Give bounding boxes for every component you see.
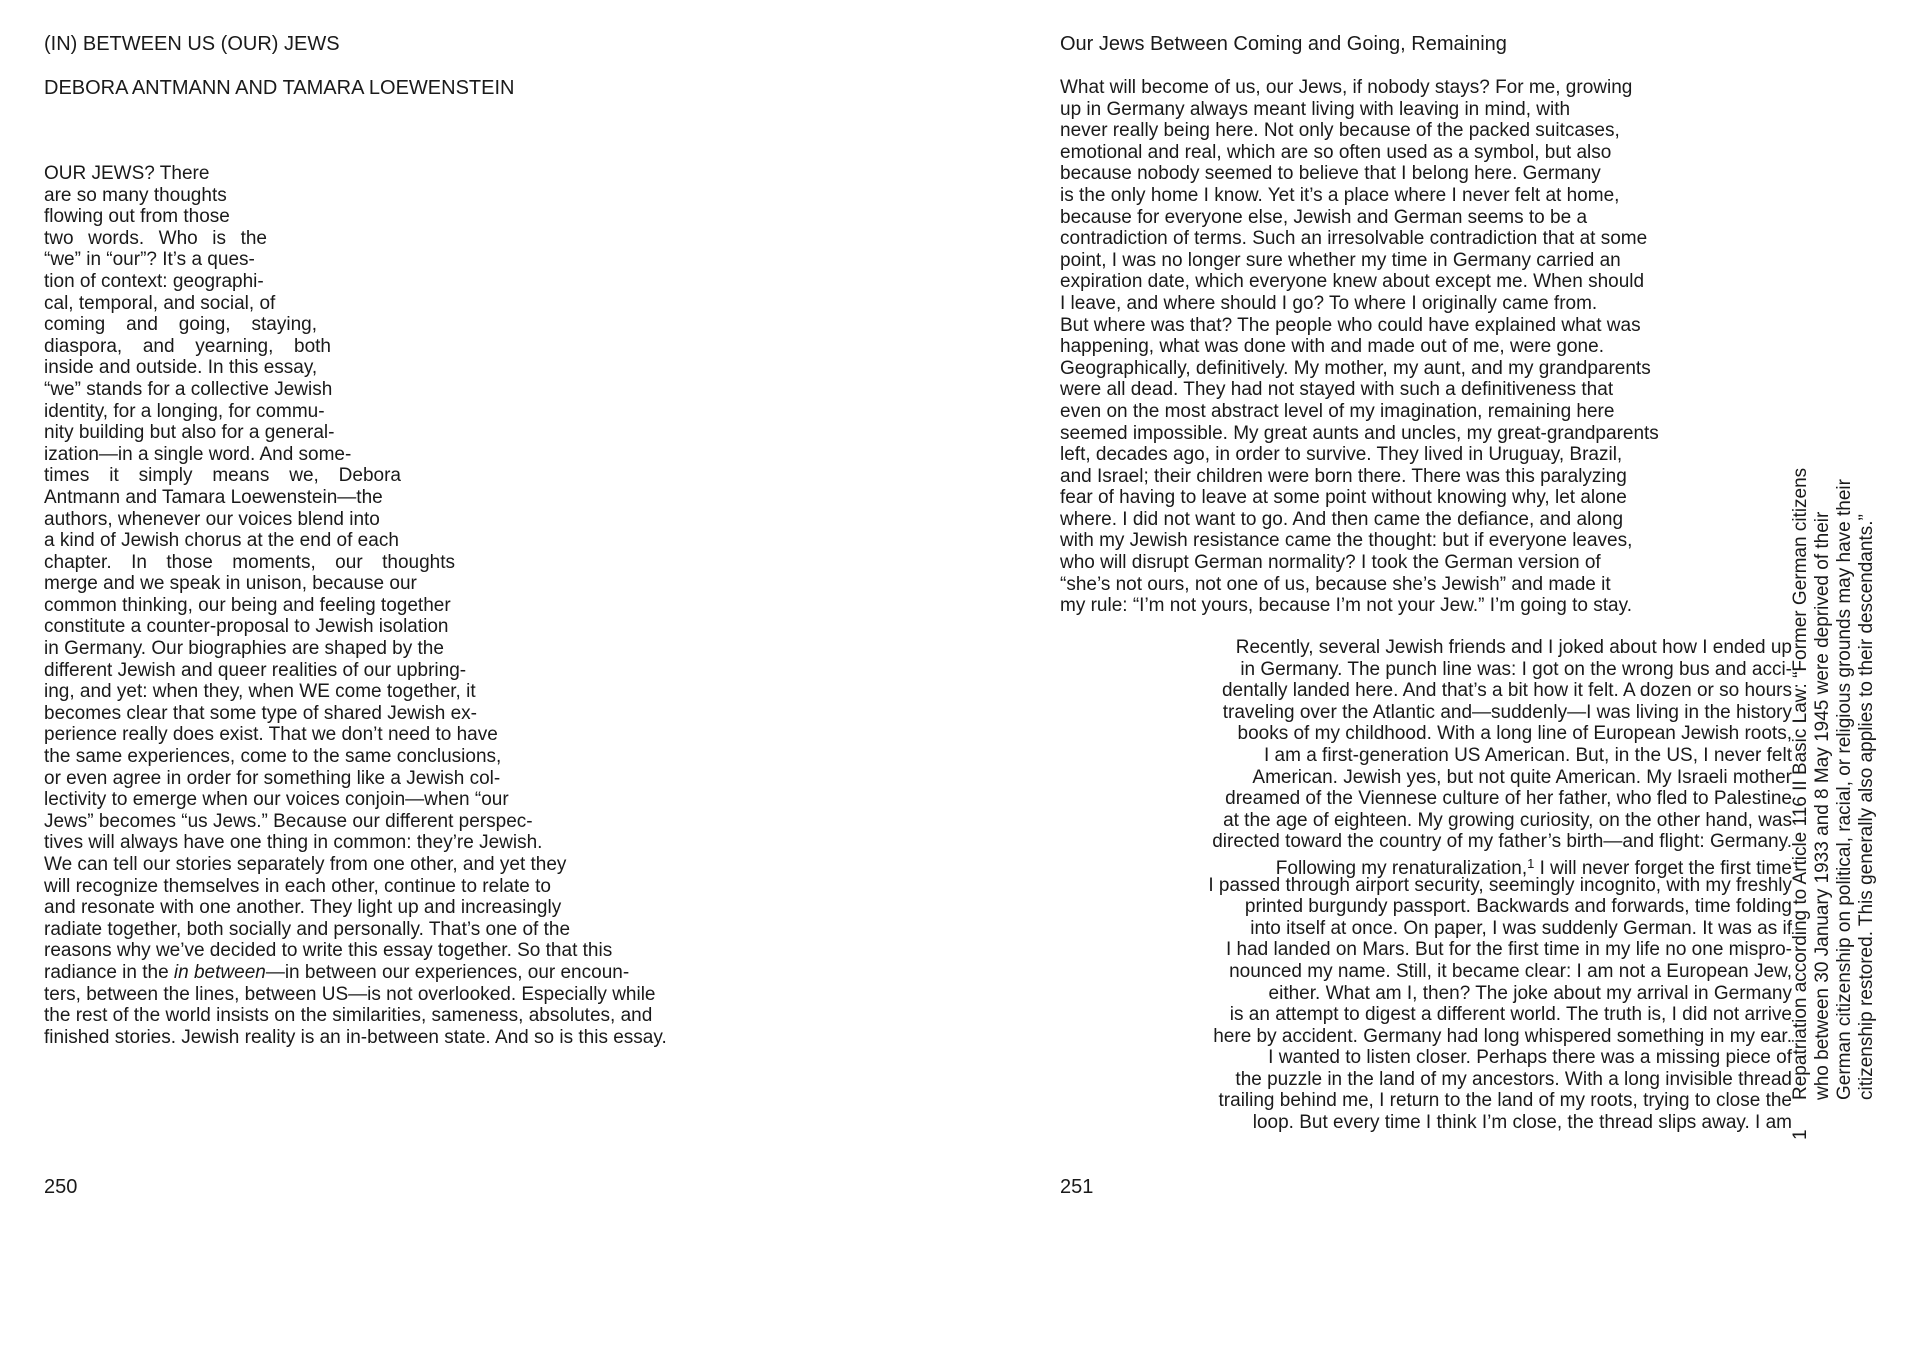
text-line: lectivity to emerge when our voices conjoin—when “our [44, 789, 509, 811]
text-line [44, 962, 724, 984]
text-line: is the only home I know. Yet it’s a place where I never felt at home, [1060, 184, 1620, 206]
text-line: Antmann and Tamara Loewenstein—the [44, 486, 383, 508]
paragraph-arrival [1060, 637, 1792, 1134]
paragraph-staying [1060, 77, 1713, 617]
text-line: will recognize themselves in each other, continue to relate to [44, 875, 551, 897]
text-line: the same experiences, come to the same conclusions, [44, 746, 502, 768]
text-line: into itself at once. On paper, I was suddenly German. It was as if [1250, 917, 1792, 939]
text-line: in Germany. Our biographies are shaped by the [44, 638, 444, 660]
essay-intro [44, 163, 724, 1048]
text-line: expiration date, which everyone knew about except me. When should [1060, 271, 1645, 293]
text-line: a kind of Jewish chorus at the end of each [44, 530, 399, 552]
text-line: and Israel; their children were born there. There was this paralyzing [1060, 465, 1627, 487]
text-line: inside and outside. In this essay, [44, 357, 318, 379]
text-line: identity, for a longing, for commu- [44, 400, 325, 422]
text-line: Jews” becomes “us Jews.” Because our different perspec- [44, 810, 533, 832]
text-line: I leave, and where should I go? To where I originally came from. [1060, 292, 1598, 314]
text-line: at the age of eighteen. My growing curiosity, on the other hand, was [1223, 809, 1792, 831]
footnote-text [1790, 380, 1878, 1100]
text-line: ing, and yet: when they, when WE come together, it [44, 681, 476, 703]
text-line: authors, whenever our voices blend into [44, 508, 380, 530]
text-line: seemed impossible. My great aunts and uncles, my great-grandparents [1060, 422, 1659, 444]
footnote-reference[interactable]: 1 [1527, 855, 1535, 871]
text-line: We can tell our stories separately from one other, and yet they [44, 854, 567, 875]
text-line: books of my childhood. With a long line of European Jewish roots, [1237, 723, 1792, 745]
text-line: is an attempt to digest a different world. The truth is, I did not arrive [1229, 1004, 1792, 1026]
authors: DEBORA ANTMANN AND TAMARA LOEWENSTEIN [44, 77, 515, 99]
text-line: point, I was no longer sure whether my time in Germany carried an [1060, 249, 1621, 271]
page-number-right: 251 [1060, 1176, 1094, 1198]
text-line: two words. Who is the [44, 227, 267, 249]
text-line: different Jewish and queer realities of our upbring- [44, 659, 467, 681]
text-fragment: Following my renaturalization, [1275, 857, 1528, 879]
text-line: radiate together, both socially and personally. That’s one of the [44, 918, 571, 940]
text-line: in Germany. The punch line was: I got on the wrong bus and acci- [1240, 658, 1792, 680]
text-line: OUR JEWS? There [44, 163, 210, 184]
text-line: my rule: “I’m not yours, because I’m not your Jew.” I’m going to stay. [1060, 595, 1632, 617]
text-line: chapter. In those moments, our thoughts [44, 551, 455, 573]
text-line: and resonate with one another. They light up and increasingly [44, 897, 562, 919]
text-line: emotional and real, which are so often used as a symbol, but also [1060, 141, 1612, 163]
text-line: reasons why we’ve decided to write this essay together. So that this [44, 940, 613, 962]
running-head-right: Our Jews Between Coming and Going, Remaining [1060, 33, 1507, 55]
footnote-line: who between 30 January 1933 and 8 May 1945 were deprived of their [1812, 511, 1833, 1100]
text-line: “she’s not ours, not one of us, because she’s Jewish” and made it [1060, 573, 1611, 595]
text-line: finished stories. Jewish reality is an in-between state. And so is this essay. [44, 1026, 667, 1048]
footnote-line: Repatriation according to Article 116 II Basic Law: “Former German citizens [1790, 467, 1811, 1100]
footnote-number: 1 [1790, 1129, 1811, 1140]
text-line: nounced my name. Still, it became clear: I am not a European Jew, [1229, 960, 1792, 982]
text-line: even on the most abstract level of my imagination, remaining here [1060, 400, 1615, 422]
text-line: happening, what was done with and made out of me, were gone. [1060, 336, 1604, 358]
text-line: or even agree in order for something like a Jewish col- [44, 767, 501, 789]
text-line: becomes clear that some type of shared Jewish ex- [44, 702, 477, 724]
text-line: American. Jewish yes, but not quite American. My Israeli mother [1252, 766, 1792, 788]
text-line: ters, between the lines, between US—is not overlooked. Especially while [44, 983, 656, 1005]
page-number-left: 250 [44, 1176, 78, 1198]
text-line: were all dead. They had not stayed with such a definitiveness that [1060, 379, 1614, 401]
text-line: I wanted to listen closer. Perhaps there was a missing piece of [1268, 1047, 1792, 1069]
text-line: because for everyone else, Jewish and German seems to be a [1060, 206, 1588, 228]
text-line: either. What am I, then? The joke about my arrival in Germany [1268, 982, 1792, 1004]
text-line: printed burgundy passport. Backwards and forwards, time folding [1244, 896, 1792, 918]
text-line: contradiction of terms. Such an irresolvable contradiction that at some [1060, 228, 1648, 250]
text-line: fear of having to leave at some point without knowing why, let alone [1060, 487, 1627, 509]
text-line: dentally landed here. And that’s a bit how it felt. A dozen or so hours [1221, 680, 1792, 702]
text-line: who will disrupt German normality? I took the German version of [1060, 552, 1601, 574]
text-line: coming and going, staying, [44, 314, 317, 336]
text-line: the rest of the world insists on the similarities, sameness, absolutes, and [44, 1005, 653, 1027]
text-line: Recently, several Jewish friends and I joked about how I ended up [1235, 637, 1792, 658]
text-line: What will become of us, our Jews, if nobody stays? For me, growing [1060, 77, 1633, 98]
text-line: common thinking, our being and feeling together [44, 594, 451, 616]
text-line: times it simply means we, Debora [44, 465, 401, 487]
text-line: are so many thoughts [44, 184, 227, 206]
text-line: “we” stands for a collective Jewish [44, 378, 333, 400]
text-line: loop. But every time I think I’m close, the thread slips away. I am [1252, 1112, 1792, 1134]
text-line: ization—in a single word. And some- [44, 443, 352, 465]
text-line: here by accident. Germany had long whispered something in my ear. [1213, 1025, 1792, 1047]
text-line: directed toward the country of my father’s birth—and flight: Germany. [1212, 831, 1792, 853]
text-line: merge and we speak in unison, because our [44, 573, 417, 595]
text-line: “we” in “our”? It’s a ques- [44, 249, 255, 271]
text-line: because nobody seemed to believe that I belong here. Germany [1060, 163, 1601, 185]
text-line: I passed through airport security, seemingly incognito, with my freshly [1208, 874, 1792, 896]
footnote-line: citizenship restored. This generally also applies to their descendants.” [1856, 514, 1877, 1100]
text-line: I am a first-generation US American. But, in the US, I never felt [1263, 744, 1792, 766]
running-head-left: (IN) BETWEEN US (OUR) JEWS [44, 33, 340, 55]
text-line: with my Jewish resistance came the thought: but if everyone leaves, [1060, 530, 1633, 552]
text-line: cal, temporal, and social, of [44, 292, 276, 314]
text-fragment: radiance in the [44, 961, 174, 983]
text-line: I had landed on Mars. But for the first time in my life no one mispro- [1225, 939, 1792, 961]
text-line: dreamed of the Viennese culture of her father, who fled to Palestine [1225, 788, 1792, 810]
text-line: Geographically, definitively. My mother, my aunt, and my grandparents [1060, 357, 1651, 379]
text-fragment: I will never forget the first time [1534, 857, 1792, 879]
text-fragment: —in between our experiences, our encoun- [265, 961, 630, 983]
text-line: diaspora, and yearning, both [44, 335, 331, 357]
text-line: never really being here. Not only because of the packed suitcases, [1060, 120, 1620, 142]
text-line: trailing behind me, I return to the land of my roots, trying to close the [1218, 1090, 1792, 1112]
footnote-body [1790, 380, 1878, 1140]
text-line: nity building but also for a general- [44, 422, 335, 444]
right-page [960, 0, 1920, 1353]
text-line: traveling over the Atlantic and—suddenly—I was living in the history [1222, 701, 1792, 723]
text-line: where. I did not want to go. And then came the defiance, and along [1060, 508, 1624, 530]
text-line: flowing out from those [44, 206, 230, 228]
text-line: left, decades ago, in order to survive. They lived in Uruguay, Brazil, [1060, 444, 1623, 466]
text-line: the puzzle in the land of my ancestors. With a long invisible thread [1235, 1068, 1792, 1090]
text-line: perience really does exist. That we don’t need to have [44, 724, 498, 746]
text-line: But where was that? The people who could have explained what was [1060, 314, 1641, 336]
footnote-line: German citizenship on political, racial, or religious grounds may have their [1834, 479, 1855, 1100]
emphasis-in-between: in between [173, 961, 266, 983]
text-line: tives will always have one thing in common: they’re Jewish. [44, 832, 543, 854]
text-line: constitute a counter-proposal to Jewish isolation [44, 616, 449, 638]
text-line: tion of context: geographi- [44, 270, 264, 292]
text-line [1060, 853, 1792, 879]
text-line: up in Germany always meant living with leaving in mind, with [1060, 98, 1571, 120]
